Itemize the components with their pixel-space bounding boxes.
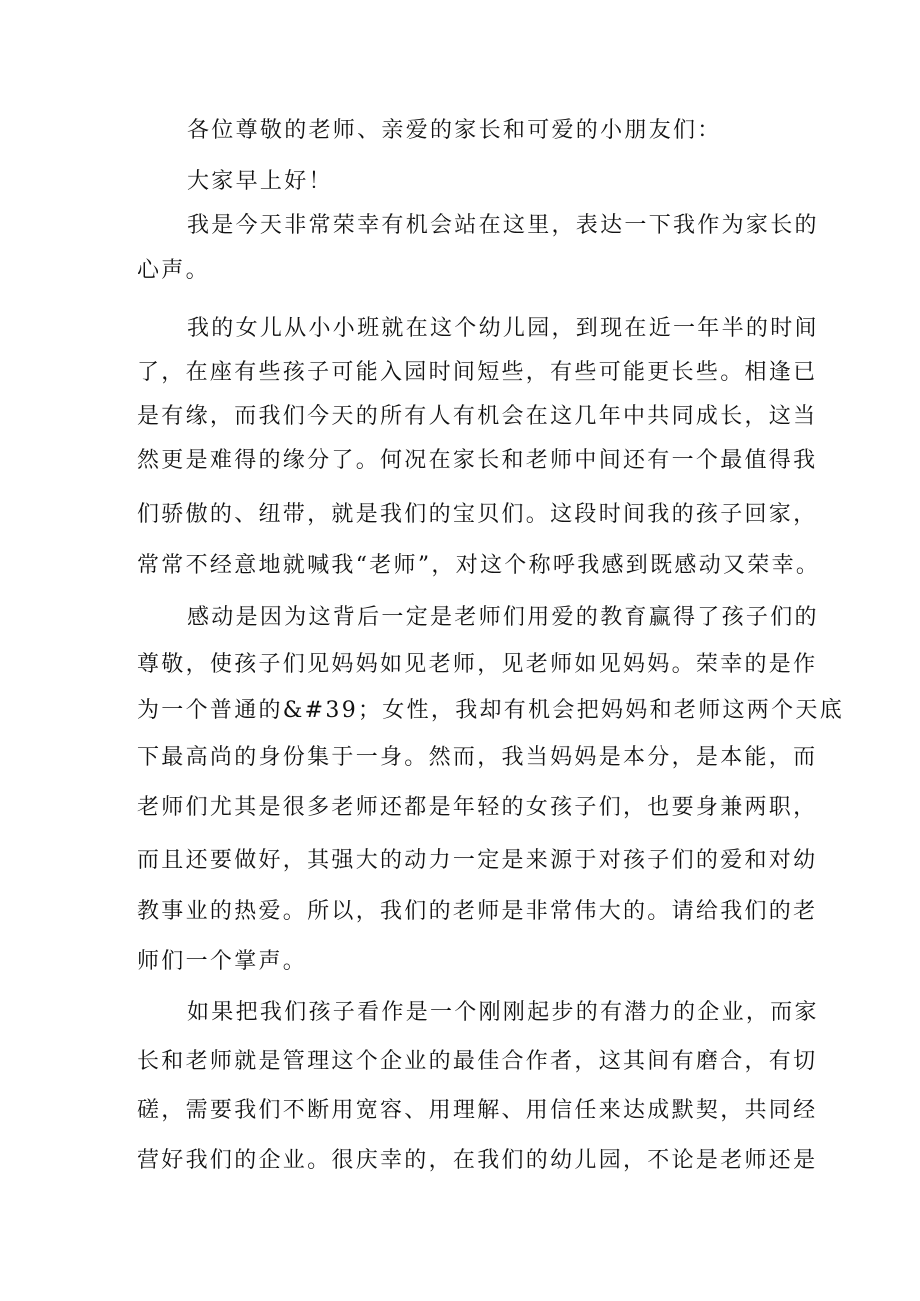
paragraph-3-line-1: 感动是因为这背后一定是老师们用爱的教育赢得了孩子们的 — [187, 605, 819, 630]
paragraph-3-line-5: 老师们尤其是很多老师还都是年轻的女孩子们，也要身兼两职， — [137, 795, 818, 820]
paragraph-2-line-4: 然更是难得的缘分了。何况在家长和老师中间还有一个最值得我 — [137, 448, 818, 473]
paragraph-3-line-8: 师们一个掌声。 — [137, 949, 308, 974]
paragraph-3-line-4: 下最高尚的身份集于一身。然而，我当妈妈是本分，是本能，而 — [137, 745, 818, 770]
paragraph-1-line-2: 心声。 — [137, 258, 210, 283]
paragraph-3-line-6: 而且还要做好，其强大的动力一定是来源于对孩子们的爱和对幼 — [137, 848, 818, 873]
paragraph-2-line-3: 是有缘，而我们今天的所有人有机会在这几年中共同成长，这当 — [137, 404, 818, 429]
paragraph-1-line-1: 我是今天非常荣幸有机会站在这里，表达一下我作为家长的 — [187, 213, 819, 238]
salutation-line: 各位尊敬的老师、亲爱的家长和可爱的小朋友们： — [187, 118, 722, 143]
paragraph-4-line-3: 磋，需要我们不断用宽容、用理解、用信任来达成默契，共同经 — [137, 1098, 818, 1123]
paragraph-3-line-3: 为一个普通的&#39；女性，我却有机会把妈妈和老师这两个天底 — [137, 698, 845, 723]
paragraph-2-line-1: 我的女儿从小小班就在这个幼儿园，到现在近一年半的时间 — [187, 316, 819, 341]
paragraph-4-line-4: 营好我们的企业。很庆幸的，在我们的幼儿园，不论是老师还是 — [137, 1148, 818, 1173]
paragraph-4-line-2: 长和老师就是管理这个企业的最佳合作者，这其间有磨合，有切 — [137, 1049, 818, 1074]
paragraph-2-line-6: 常常不经意地就喊我“老师”，对这个称呼我感到既感动又荣幸。 — [137, 553, 821, 578]
paragraph-4-line-1: 如果把我们孩子看作是一个刚刚起步的有潜力的企业，而家 — [187, 1000, 819, 1025]
paragraph-2-line-5: 们骄傲的、纽带，就是我们的宝贝们。这段时间我的孩子回家， — [137, 502, 818, 527]
paragraph-2-line-2: 了，在座有些孩子可能入园时间短些，有些可能更长些。相逢已 — [137, 360, 818, 385]
paragraph-3-line-2: 尊敬，使孩子们见妈妈如见老师，见老师如见妈妈。荣幸的是作 — [137, 652, 818, 677]
paragraph-3-line-7: 教事业的热爱。所以，我们的老师是非常伟大的。请给我们的老 — [137, 899, 818, 924]
greeting-line: 大家早上好！ — [187, 169, 333, 194]
